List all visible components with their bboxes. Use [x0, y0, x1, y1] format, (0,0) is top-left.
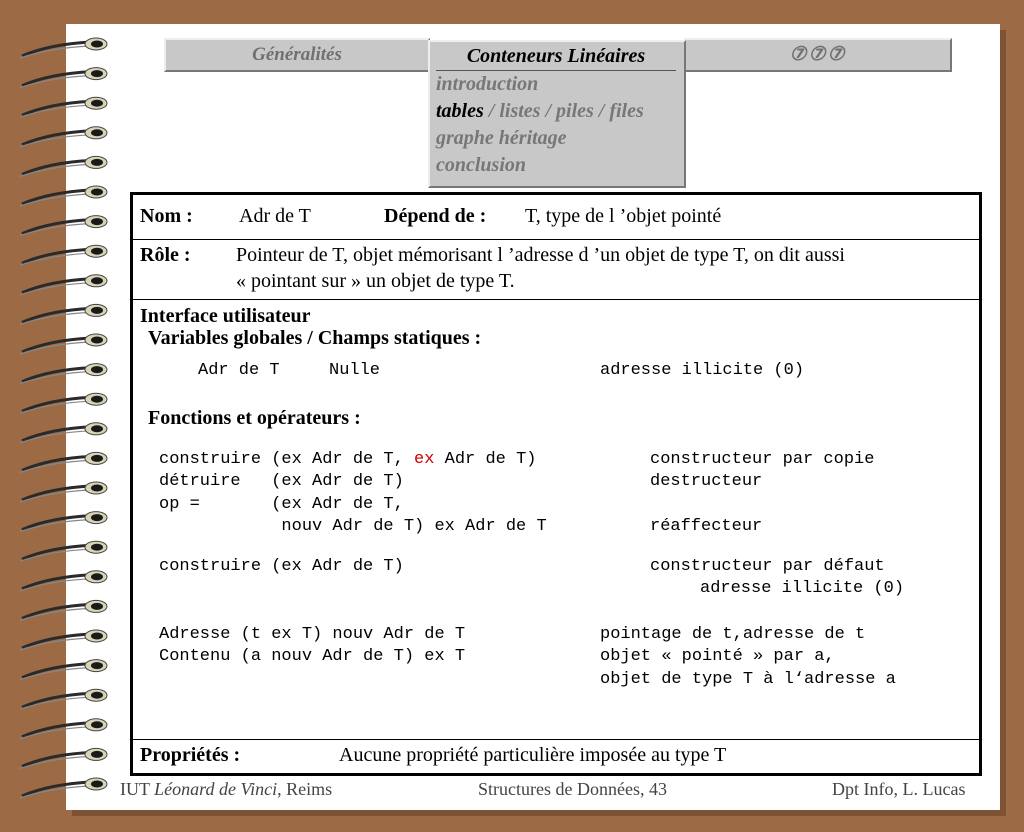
- func1-sig-ex: ex: [414, 450, 435, 469]
- role-label: Rôle :: [140, 244, 191, 266]
- func-construire-defaut: construire (ex Adr de T): [159, 557, 404, 576]
- spiral-ring: [20, 38, 107, 58]
- role-line1: Pointeur de T, objet mémorisant l ’adresse d ’un objet de type T, on dit aussi: [236, 244, 845, 266]
- func1-sig-a: construire (ex Adr de T,: [159, 450, 415, 469]
- spiral-ring: [20, 541, 107, 561]
- row-role: [133, 239, 979, 300]
- depend-value: T, type de l ’objet pointé: [525, 205, 722, 227]
- spiral-ring: [20, 245, 107, 265]
- role-line2: « pointant sur » un objet de type T.: [236, 270, 515, 292]
- menu-item-introduction[interactable]: introduction: [436, 73, 539, 95]
- spiral-ring: [20, 334, 107, 354]
- spiral-ring: [20, 364, 107, 384]
- func1-desc: constructeur par copie: [650, 450, 875, 469]
- spiral-ring: [20, 452, 107, 472]
- spiral-ring: [20, 778, 107, 798]
- func3-desc: réaffecteur: [650, 517, 763, 536]
- globals-title: Variables globales / Champs statiques :: [148, 327, 482, 349]
- func-contenu: Contenu (a nouv Adr de T) ex T: [159, 647, 466, 666]
- proprietes-value: Aucune propriété particulière imposée au type T: [339, 744, 727, 766]
- func-op-egal-line1: op = (ex Adr de T,: [159, 495, 404, 514]
- spiral-ring: [20, 600, 107, 620]
- row-proprietes: [133, 739, 979, 777]
- func-detruire: détruire (ex Adr de T): [159, 472, 404, 491]
- spiral-ring: [20, 156, 107, 176]
- tab-generalites[interactable]: Généralités: [164, 38, 430, 72]
- interface-title: Interface utilisateur: [140, 305, 311, 327]
- functions-title: Fonctions et opérateurs :: [148, 407, 361, 429]
- spiral-ring: [20, 216, 107, 236]
- footer-left-italic: Léonard de Vinci: [154, 779, 278, 799]
- func6-desc1: objet « pointé » par a,: [600, 647, 835, 666]
- footer-left-suffix: , Reims: [277, 779, 333, 799]
- spiral-ring: [20, 748, 107, 768]
- spiral-ring: [20, 689, 107, 709]
- tab-symbols[interactable]: ⑦⑦⑦: [684, 38, 952, 72]
- footer-center: Structures de Données, 43: [478, 779, 667, 799]
- global-type: Adr de T: [198, 361, 280, 380]
- func6-desc2: objet de type T à l‘adresse a: [600, 670, 896, 689]
- func1-sig-b: Adr de T): [434, 450, 537, 469]
- footer-right: Dpt Info, L. Lucas: [832, 779, 966, 799]
- nom-value: Adr de T: [239, 205, 311, 227]
- func-op-egal-line2: nouv Adr de T) ex Adr de T: [159, 517, 547, 536]
- global-desc: adresse illicite (0): [600, 361, 805, 380]
- spiral-ring: [20, 127, 107, 147]
- row-interface: [133, 299, 979, 740]
- spiral-ring: [20, 97, 107, 117]
- func5-desc: pointage de t,adresse de t: [600, 625, 866, 644]
- spiral-ring: [20, 304, 107, 324]
- tab-conteneurs-lineaires[interactable]: Conteneurs Linéaires: [436, 44, 676, 71]
- func2-desc: destructeur: [650, 472, 763, 491]
- spiral-ring: [20, 275, 107, 295]
- global-name: Nulle: [329, 361, 381, 380]
- nom-label: Nom :: [140, 205, 193, 227]
- spiral-ring: [20, 660, 107, 680]
- menu-item-graphe[interactable]: graphe héritage: [436, 127, 567, 149]
- func-construire-copie: [159, 449, 536, 472]
- row-nom: [133, 195, 979, 240]
- menu-current-tables: tables: [436, 100, 484, 122]
- menu-item-rest: / listes / piles / files: [483, 100, 644, 122]
- proprietes-label: Propriétés :: [140, 744, 241, 766]
- spec-table: [130, 192, 982, 776]
- spiral-ring: [20, 423, 107, 443]
- func4-desc1: constructeur par défaut: [650, 557, 885, 576]
- spiral-ring: [20, 630, 107, 650]
- spiral-ring: [20, 482, 107, 502]
- spiral-ring: [20, 512, 107, 532]
- menu-item-tables-listes[interactable]: [430, 98, 684, 125]
- spiral-ring: [20, 393, 107, 413]
- spiral-ring: [20, 68, 107, 88]
- footer-left-prefix: IUT: [120, 779, 155, 799]
- nav-dropdown-conteneurs: [428, 40, 686, 188]
- footer-left: [120, 779, 332, 800]
- func4-desc2: adresse illicite (0): [700, 579, 905, 598]
- spiral-binding: [0, 30, 120, 810]
- spiral-ring: [20, 186, 107, 206]
- spiral-ring: [20, 571, 107, 591]
- spiral-ring: [20, 719, 107, 739]
- depend-label: Dépend de :: [384, 205, 487, 227]
- func-adresse: Adresse (t ex T) nouv Adr de T: [159, 625, 466, 644]
- menu-item-conclusion[interactable]: conclusion: [436, 154, 527, 176]
